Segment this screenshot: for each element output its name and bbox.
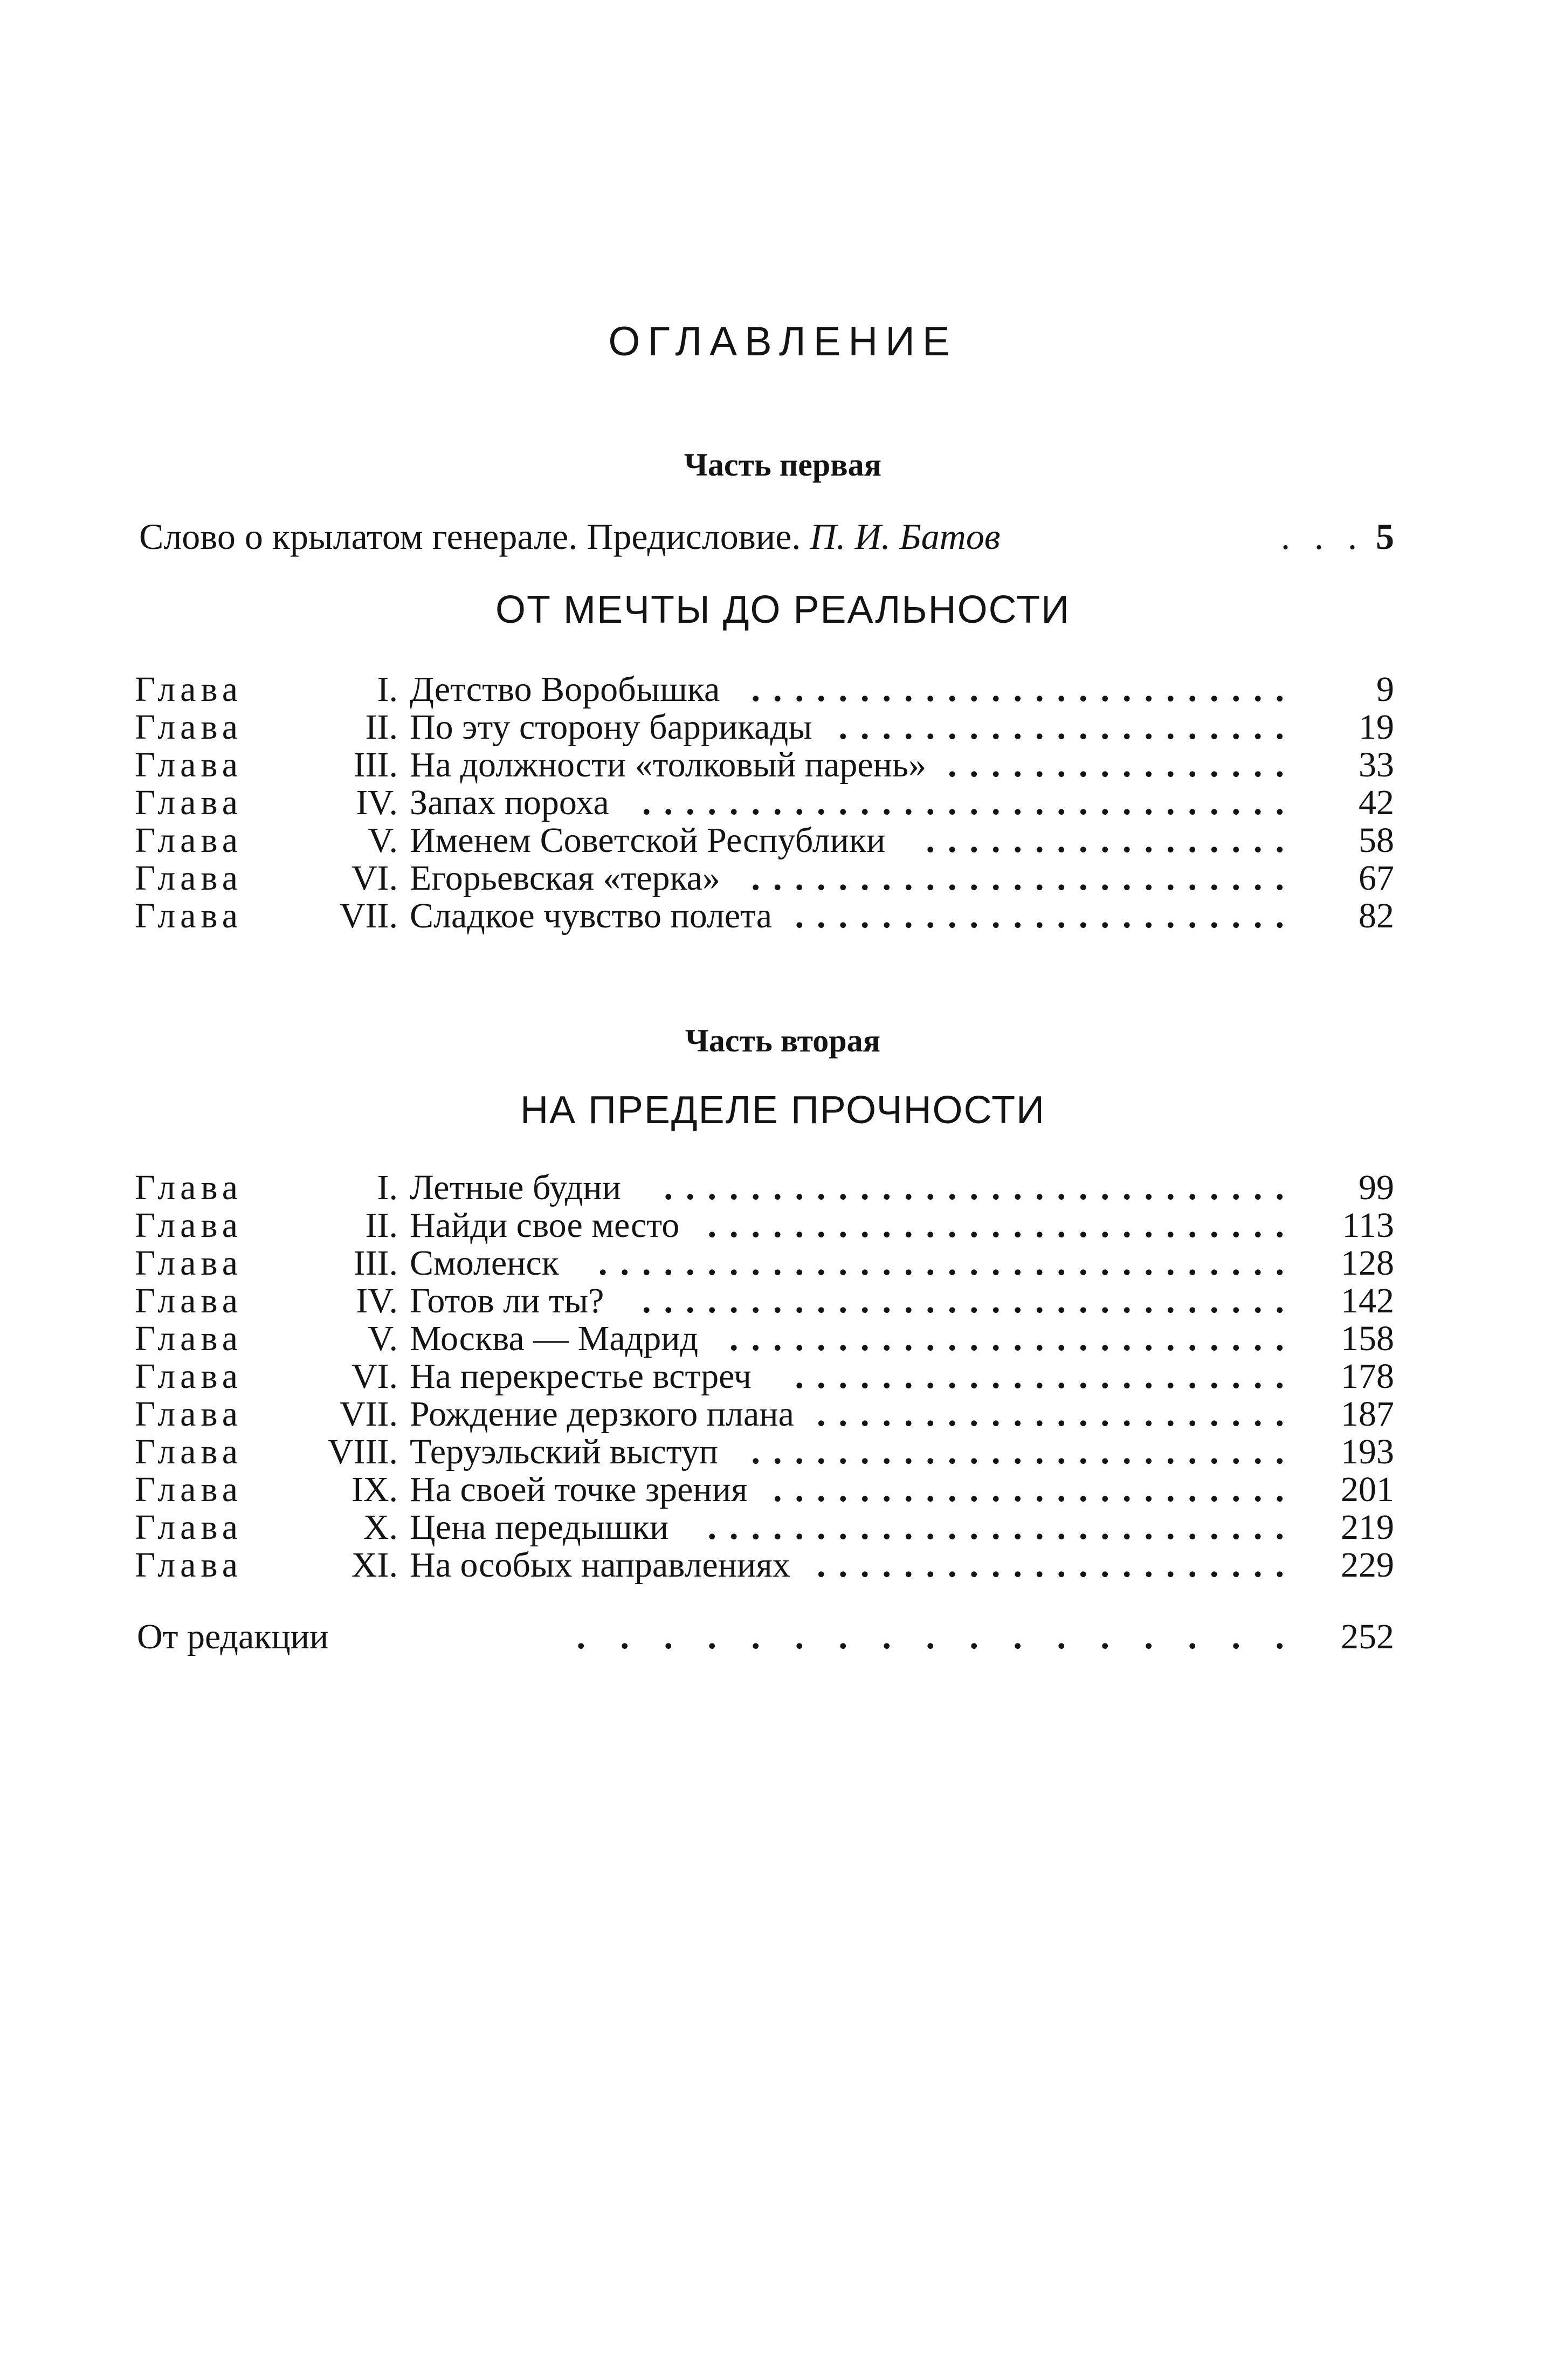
- chapter-title: Именем Советской Республики: [410, 821, 886, 860]
- dot-leader: .........................: [751, 670, 1297, 709]
- chapter-entry[interactable]: [135, 1433, 1394, 1471]
- chapter-number: XI.: [351, 1545, 398, 1585]
- part2-label: Часть вторая: [685, 1023, 881, 1058]
- chapter-label: Глава: [135, 1470, 243, 1509]
- chapter-label: Глава: [135, 1357, 243, 1396]
- chapter-number: I.: [377, 670, 398, 709]
- dot-leader: .......................: [795, 896, 1297, 936]
- afterword-page-number: 252: [1341, 1617, 1394, 1656]
- chapter-entry[interactable]: [135, 746, 1394, 784]
- afterword-title: От редакции: [137, 1617, 329, 1656]
- chapter-number: X.: [363, 1508, 398, 1547]
- preface-author: П. И. Батов: [810, 516, 1001, 557]
- chapter-label: Глава: [135, 783, 243, 822]
- chapter-page-number: 187: [1341, 1394, 1394, 1434]
- preface-page-number: 5: [1376, 516, 1394, 557]
- chapter-label: Глава: [135, 1319, 243, 1358]
- chapter-number: V.: [368, 821, 398, 860]
- chapter-number: III.: [353, 1243, 398, 1283]
- chapter-title: Запах пороха: [410, 783, 609, 822]
- chapter-label: Глава: [135, 1281, 243, 1320]
- chapter-number: VIII.: [327, 1432, 398, 1471]
- chapter-label: Глава: [135, 1545, 243, 1585]
- chapter-label: Глава: [135, 1168, 243, 1207]
- chapter-title: Летные будни: [410, 1168, 622, 1207]
- chapter-title: Егорьевская «терка»: [410, 858, 720, 898]
- chapter-label: Глава: [135, 670, 243, 709]
- dot-leader: .........................: [751, 858, 1297, 898]
- chapter-page-number: 58: [1359, 821, 1394, 860]
- chapter-number: VI.: [351, 1357, 398, 1396]
- dot-leader: ................................: [598, 1243, 1297, 1283]
- dot-leader: ..............................: [642, 1281, 1297, 1320]
- dot-leader: .......................: [795, 1357, 1297, 1396]
- chapter-page-number: 42: [1359, 783, 1394, 822]
- part2-heading: НА ПРЕДЕЛЕ ПРОЧНОСТИ: [520, 1089, 1045, 1132]
- chapter-page-number: 82: [1359, 896, 1394, 936]
- chapter-title: На особых направлениях: [410, 1545, 790, 1585]
- chapter-title: Смоленск: [410, 1243, 559, 1283]
- afterword-dot-leader: . . . . . . . . . . . . . . . . .: [576, 1617, 1297, 1656]
- chapter-entry[interactable]: [135, 1471, 1394, 1509]
- part2-chapter-list: [135, 1169, 1394, 1584]
- dot-leader: .................: [926, 821, 1297, 860]
- dot-leader: ........................: [773, 1470, 1297, 1509]
- chapter-number: III.: [353, 745, 398, 785]
- chapter-page-number: 142: [1341, 1281, 1394, 1320]
- part1-chapter-list: [135, 671, 1394, 935]
- chapter-page-number: 178: [1341, 1357, 1394, 1396]
- chapter-entry[interactable]: [135, 1509, 1394, 1546]
- chapter-page-number: 158: [1341, 1319, 1394, 1358]
- chapter-page-number: 128: [1341, 1243, 1394, 1283]
- chapter-number: II.: [365, 1206, 398, 1245]
- chapter-page-number: 229: [1341, 1545, 1394, 1585]
- chapter-entry[interactable]: [135, 1546, 1394, 1584]
- chapter-label: Глава: [135, 745, 243, 785]
- chapter-label: Глава: [135, 1432, 243, 1471]
- chapter-number: IX.: [351, 1470, 398, 1509]
- chapter-entry[interactable]: [135, 1207, 1394, 1244]
- chapter-entry[interactable]: [135, 1395, 1394, 1433]
- chapter-label: Глава: [135, 1243, 243, 1283]
- chapter-label: Глава: [135, 858, 243, 898]
- chapter-title: По эту сторону баррикады: [410, 707, 812, 747]
- chapter-page-number: 201: [1341, 1470, 1394, 1509]
- chapter-label: Глава: [135, 896, 243, 936]
- preface-dot-leader: . . .: [1281, 516, 1364, 557]
- preface-text: Слово о крылатом генерале. Предисловие.: [139, 516, 810, 557]
- part1-heading: ОТ МЕЧТЫ ДО РЕАЛЬНОСТИ: [495, 588, 1070, 631]
- chapter-title: На должности «толковый парень»: [410, 745, 927, 785]
- chapter-number: II.: [365, 707, 398, 747]
- chapter-title: На своей точке зрения: [410, 1470, 748, 1509]
- chapter-title: Детство Воробышка: [410, 670, 720, 709]
- chapter-entry[interactable]: [135, 897, 1394, 935]
- chapter-number: VI.: [351, 858, 398, 898]
- chapter-entry[interactable]: [135, 822, 1394, 859]
- dot-leader: ...........................: [707, 1206, 1297, 1245]
- dot-leader: ...........................: [707, 1508, 1297, 1547]
- chapter-label: Глава: [135, 1508, 243, 1547]
- chapter-entry[interactable]: [135, 671, 1394, 709]
- chapter-entry[interactable]: [135, 1282, 1394, 1320]
- chapter-number: VII.: [339, 1394, 398, 1434]
- chapter-entry[interactable]: [135, 859, 1394, 897]
- chapter-number: IV.: [356, 783, 398, 822]
- chapter-page-number: 193: [1341, 1432, 1394, 1471]
- chapter-entry[interactable]: [135, 1358, 1394, 1395]
- chapter-entry[interactable]: [135, 1169, 1394, 1207]
- dot-leader: ................: [948, 745, 1297, 785]
- chapter-title: Найди свое место: [410, 1206, 680, 1245]
- chapter-label: Глава: [135, 821, 243, 860]
- chapter-title: Сладкое чувство полета: [410, 896, 773, 936]
- chapter-page-number: 9: [1376, 670, 1394, 709]
- chapter-label: Глава: [135, 1394, 243, 1434]
- chapter-label: Глава: [135, 707, 243, 747]
- chapter-page-number: 219: [1341, 1508, 1394, 1547]
- chapter-page-number: 67: [1359, 858, 1394, 898]
- dot-leader: ......................: [817, 1545, 1297, 1585]
- page-title: ОГЛАВЛЕНИЕ: [608, 319, 957, 364]
- chapter-title: Теруэльский выступ: [410, 1432, 718, 1471]
- preface-line: [139, 512, 1000, 561]
- dot-leader: ......................: [817, 1394, 1297, 1434]
- chapter-page-number: 33: [1359, 745, 1394, 785]
- dot-leader: .............................: [664, 1168, 1297, 1207]
- chapter-number: I.: [377, 1168, 398, 1207]
- dot-leader: ..........................: [729, 1319, 1297, 1358]
- part1-label: Часть первая: [684, 447, 882, 483]
- chapter-number: VII.: [339, 896, 398, 936]
- dot-leader: ..............................: [642, 783, 1297, 822]
- chapter-label: Глава: [135, 1206, 243, 1245]
- chapter-page-number: 113: [1342, 1206, 1394, 1245]
- dot-leader: .........................: [751, 1432, 1297, 1471]
- chapter-title: Москва — Мадрид: [410, 1319, 699, 1358]
- afterword-entry[interactable]: [137, 1615, 1394, 1659]
- chapter-title: Готов ли ты?: [410, 1281, 604, 1320]
- dot-leader: .....................: [838, 707, 1297, 747]
- chapter-number: IV.: [356, 1281, 398, 1320]
- preface-entry[interactable]: [139, 512, 1394, 561]
- chapter-entry[interactable]: [135, 1320, 1394, 1358]
- chapter-page-number: 19: [1359, 707, 1394, 747]
- chapter-page-number: 99: [1359, 1168, 1394, 1207]
- chapter-entry[interactable]: [135, 1244, 1394, 1282]
- chapter-entry[interactable]: [135, 709, 1394, 746]
- chapter-title: Рождение дерзкого плана: [410, 1394, 794, 1434]
- chapter-title: Цена передышки: [410, 1508, 669, 1547]
- chapter-entry[interactable]: [135, 784, 1394, 822]
- chapter-number: V.: [368, 1319, 398, 1358]
- chapter-title: На перекрестье встреч: [410, 1357, 752, 1396]
